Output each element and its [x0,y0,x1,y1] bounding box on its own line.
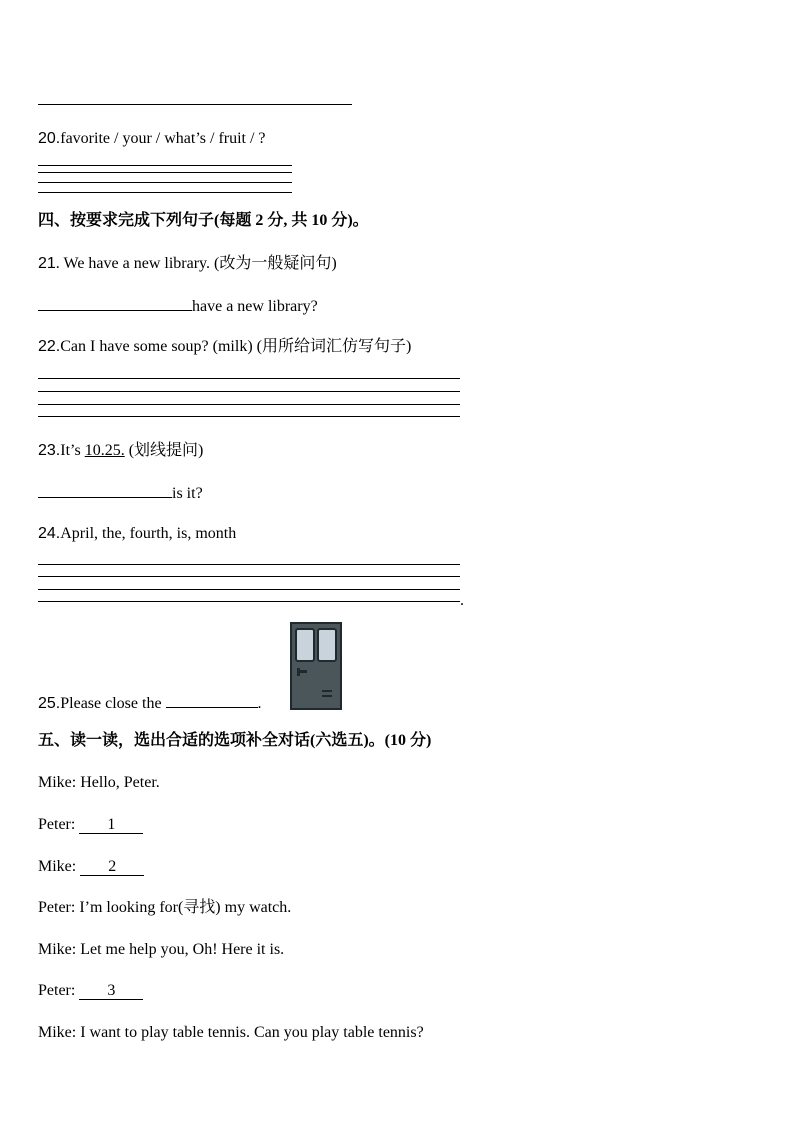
question-24 [38,524,236,544]
question-hint: (用所给词汇仿写句子) [256,338,412,355]
question-20 [38,129,266,149]
answer-blank[interactable] [38,483,172,498]
dialogue-line-5 [38,940,284,960]
answer-blank[interactable] [38,296,192,311]
answer-line[interactable] [38,378,460,379]
door-handle-base [297,668,300,676]
answer-line-top[interactable] [38,104,352,105]
dialogue-line-7 [38,1023,424,1043]
question-hint: (改为一般疑问句) [214,255,337,272]
end-period: . [257,695,262,712]
numbered-blank[interactable] [79,983,143,1000]
question-text: favorite / your / what’s / fruit / ? [60,130,266,147]
question-21 [38,254,337,274]
question-prefix: It’s [60,442,85,459]
answer-line[interactable] [38,165,292,166]
door-window-right [318,629,336,661]
speaker: Mike: [38,774,77,791]
answer-23 [38,483,203,504]
answer-line[interactable] [38,192,292,193]
question-number: 22. [38,338,61,355]
numbered-blank[interactable] [80,859,144,876]
answer-blank[interactable] [166,693,258,708]
answer-line[interactable] [38,576,460,577]
question-number: 25. [38,695,61,712]
answer-suffix: is it? [172,485,203,502]
line-text: I want to play table tennis. Can you play table tennis? [80,1024,424,1041]
answer-21 [38,296,318,317]
door-icon [290,622,342,710]
question-hint: (划线提问) [124,442,204,459]
question-number: 23. [38,442,61,459]
door-plate [322,695,332,697]
door-plate [322,690,332,692]
question-text: April, the, fourth, is, month [60,525,237,542]
dialogue-line-4 [38,898,291,918]
door-window-left [296,629,314,661]
blank-number: 3 [107,982,116,999]
speaker: Peter: [38,982,76,999]
answer-line[interactable] [38,589,460,590]
question-23 [38,441,203,461]
dialogue-line-1 [38,773,160,793]
speaker: Mike: [38,858,77,875]
question-25 [38,693,262,714]
answer-line[interactable] [38,404,460,405]
answer-line[interactable] [38,601,460,602]
dialogue-line-3 [38,857,144,877]
answer-line[interactable] [38,416,460,417]
answer-line[interactable] [38,182,292,183]
section-4-title: 四、按要求完成下列句子(每题 2 分, 共 10 分)。 [38,212,369,229]
speaker: Mike: [38,941,77,958]
question-text: . We have a new library. [55,255,210,272]
question-22 [38,337,411,357]
speaker: Peter: [38,816,76,833]
answer-24-period: . [460,592,464,609]
answer-line[interactable] [38,391,460,392]
answer-suffix: have a new library? [192,298,318,315]
speaker: Peter: [38,899,76,916]
question-number: 20. [38,130,61,147]
blank-number: 1 [107,816,116,833]
line-text: Hello, Peter. [80,774,160,791]
answer-line[interactable] [38,564,460,565]
question-text: Please close the [60,695,166,712]
line-text: I’m looking for(寻找) my watch. [79,899,292,916]
dialogue-line-2 [38,815,143,835]
dialogue-line-6 [38,981,143,1001]
numbered-blank[interactable] [79,817,143,834]
question-text: Can I have some soup? (milk) [60,338,253,355]
section-5-title: 五、读一读，选出合适的选项补全对话(六选五)。(10 分) [38,732,432,749]
speaker: Mike: [38,1024,77,1041]
blank-number: 2 [108,858,117,875]
question-number: 24. [38,525,61,542]
question-number: 21 [38,255,56,272]
underlined-part: 10.25. [84,442,125,459]
answer-line[interactable] [38,172,292,173]
line-text: Let me help you, Oh! Here it is. [80,941,285,958]
